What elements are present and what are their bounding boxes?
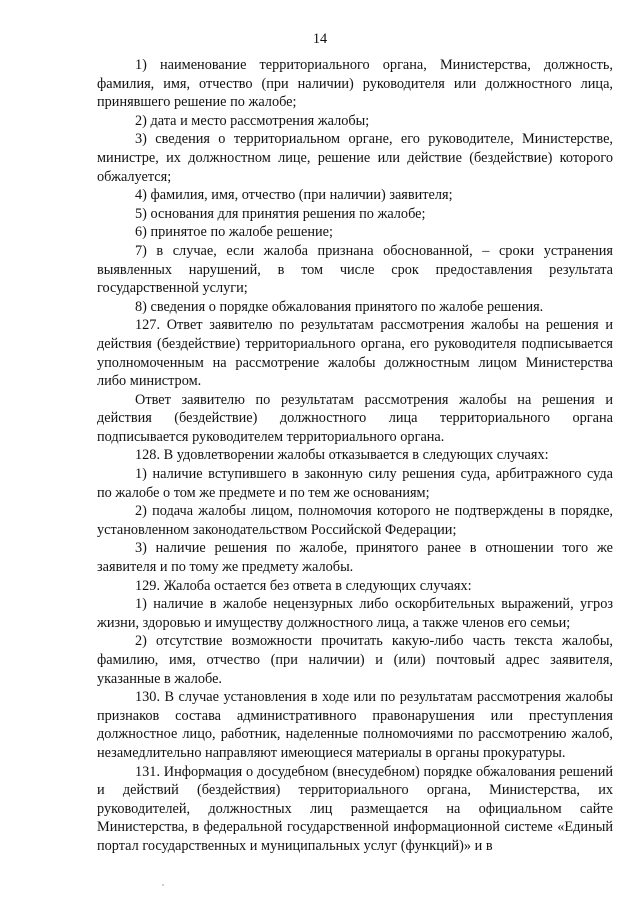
paragraph: 1) наименование территориального органа, Министерства, должность, фамилия, имя, отчество (при наличии) руководителя или должностного лица, принявшего решение по жалобе; [97, 57, 613, 111]
paragraph: 128. В удовлетворении жалобы отказывается в следующих случаях: [135, 447, 549, 464]
document-body [97, 56, 613, 856]
paragraph: 2) дата и место рассмотрения жалобы; [135, 112, 370, 129]
paragraph: 1) наличие вступившего в законную силу решения суда, арбитражного суда по жалобе о том же предмете и по тем же основаниям; [97, 466, 613, 501]
paragraph: 4) фамилия, имя, отчество (при наличии) заявителя; [135, 187, 453, 204]
paragraph: 129. Жалоба остается без ответа в следующих случаях: [135, 577, 472, 594]
paragraph: 6) принятое по жалобе решение; [135, 224, 333, 241]
paragraph: 3) сведения о территориальном органе, его руководителе, Министерстве, министре, их должностном лице, решение или действие (бездействие) которого обжалуется; [97, 131, 613, 185]
paragraph: 1) наличие в жалобе нецензурных либо оскорбительных выражений, угроз жизни, здоровью и имуществу должностного лица, а также членов его семьи; [97, 596, 613, 631]
paragraph: 127. Ответ заявителю по результатам рассмотрения жалобы на решения и действия (бездействие) территориального органа, его руководителя подписывается уполномоченным на рассмотрение жалобы должностным лицом Министерства либо министром. [97, 317, 613, 390]
page-number: 14 [312, 31, 328, 47]
scan-dot [162, 884, 164, 886]
paragraph: 8) сведения о порядке обжалования принятого по жалобе решения. [135, 298, 544, 315]
paragraph: 131. Информация о досудебном (внесудебном) порядке обжалования решений и действий (бездействия) территориального органа, Министерства, их руководителей, должностных лиц размещается на официальном сайте Министерства, в федеральной государственной информационной системе «Единый портал государственных и муниципальных услуг (функций)» и в [97, 763, 613, 854]
paragraph: 130. В случае установления в ходе или по результатам рассмотрения жалобы признаков состава административного правонарушения или преступления должностное лицо, работник, наделенные полномочиями по рассмотрению жалоб, незамедлительно направляют имеющиеся материалы в органы прокуратуры. [97, 689, 613, 761]
paragraph: 3) наличие решения по жалобе, принятого ранее в отношении того же заявителя и по тому же предмету жалобы. [97, 540, 613, 576]
paragraph: 2) отсутствие возможности прочитать какую-либо часть текста жалобы, фамилию, имя, отчество (при наличии) и (или) почтовый адрес заявителя, указанные в жалобе. [97, 633, 613, 687]
paragraph: 2) подача жалобы лицом, полномочия которого не подтверждены в порядке, установленном законодательством Российской Федерации; [97, 503, 613, 538]
paragraph: 7) в случае, если жалоба признана обоснованной, – сроки устранения выявленных нарушений, в том числе срок предоставления результата государственной услуги; [97, 242, 613, 297]
paragraph: Ответ заявителю по результатам рассмотрения жалобы на решения и действия (бездействие) должностного лица территориального органа подписывается руководителем территориального органа. [97, 391, 613, 445]
paragraph: 5) основания для принятия решения по жалобе; [135, 205, 426, 222]
